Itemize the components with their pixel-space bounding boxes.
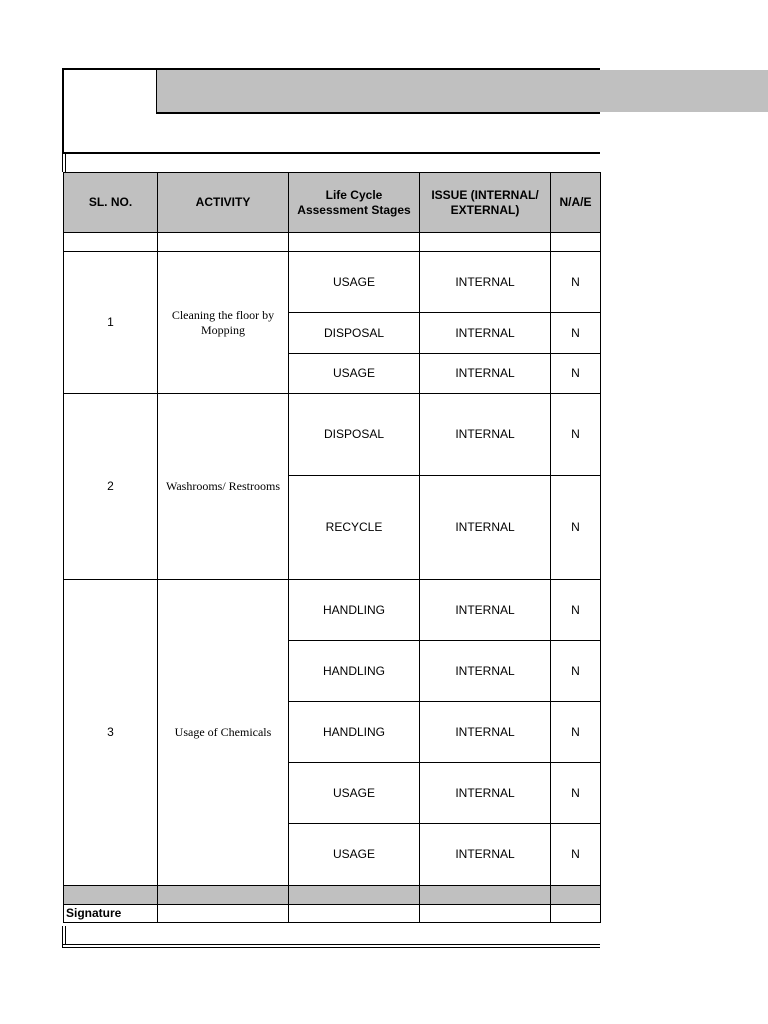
signature-cell (289, 905, 420, 923)
top-frame-bottom-border (62, 152, 600, 154)
issue-cell: INTERNAL (420, 394, 551, 476)
nae-cell: N (551, 702, 601, 763)
sl-no-cell: 3 (64, 580, 158, 886)
issue-cell: INTERNAL (420, 252, 551, 313)
bottom-outer-border (62, 947, 600, 948)
activity-cell: Usage of Chemicals (158, 580, 289, 886)
spacer-inner-border (65, 154, 66, 172)
header-activity: ACTIVITY (158, 173, 289, 233)
header-sl-no: SL. NO. (64, 173, 158, 233)
table-row (64, 394, 601, 476)
signature-cell (420, 905, 551, 923)
stage-cell: USAGE (289, 354, 420, 394)
bottom-left-inner-border (65, 926, 66, 945)
signature-row (64, 905, 601, 923)
activity-cell: Cleaning the floor by Mopping (158, 252, 289, 394)
nae-cell: N (551, 313, 601, 354)
table-row (64, 252, 601, 313)
nae-cell: N (551, 763, 601, 824)
issue-cell: INTERNAL (420, 641, 551, 702)
signature-cell (158, 905, 289, 923)
stage-cell: USAGE (289, 763, 420, 824)
stage-cell: USAGE (289, 252, 420, 313)
header-nae: N/A/E (551, 173, 601, 233)
sl-no-cell: 1 (64, 252, 158, 394)
issue-cell: INTERNAL (420, 354, 551, 394)
grey-separator-row (64, 886, 601, 905)
stage-cell: HANDLING (289, 641, 420, 702)
stage-cell: DISPOSAL (289, 313, 420, 354)
signature-cell (551, 905, 601, 923)
nae-cell: N (551, 824, 601, 886)
title-band-bottom-border (157, 112, 600, 114)
spacer-left-border (62, 154, 63, 172)
header-row (64, 173, 601, 233)
nae-cell: N (551, 476, 601, 580)
nae-cell: N (551, 354, 601, 394)
signature-label: Signature (64, 905, 158, 923)
bottom-left-border (62, 926, 63, 948)
title-band (157, 70, 768, 112)
header-issue: ISSUE (INTERNAL/ EXTERNAL) (420, 173, 551, 233)
top-frame-left-border (62, 68, 64, 154)
stage-cell: USAGE (289, 824, 420, 886)
issue-cell: INTERNAL (420, 702, 551, 763)
bottom-inner-border (62, 944, 600, 945)
nae-cell: N (551, 580, 601, 641)
stage-cell: HANDLING (289, 580, 420, 641)
issue-cell: INTERNAL (420, 763, 551, 824)
nae-cell: N (551, 252, 601, 313)
header-lca-stage: Life Cycle Assessment Stages (289, 173, 420, 233)
aspect-impact-table (63, 172, 601, 923)
stage-cell: RECYCLE (289, 476, 420, 580)
issue-cell: INTERNAL (420, 313, 551, 354)
stage-cell: HANDLING (289, 702, 420, 763)
activity-cell: Washrooms/ Restrooms (158, 394, 289, 580)
table-row (64, 580, 601, 641)
issue-cell: INTERNAL (420, 476, 551, 580)
nae-cell: N (551, 394, 601, 476)
issue-cell: INTERNAL (420, 580, 551, 641)
sl-no-cell: 2 (64, 394, 158, 580)
issue-cell: INTERNAL (420, 824, 551, 886)
nae-cell: N (551, 641, 601, 702)
stage-cell: DISPOSAL (289, 394, 420, 476)
blank-row (64, 233, 601, 252)
